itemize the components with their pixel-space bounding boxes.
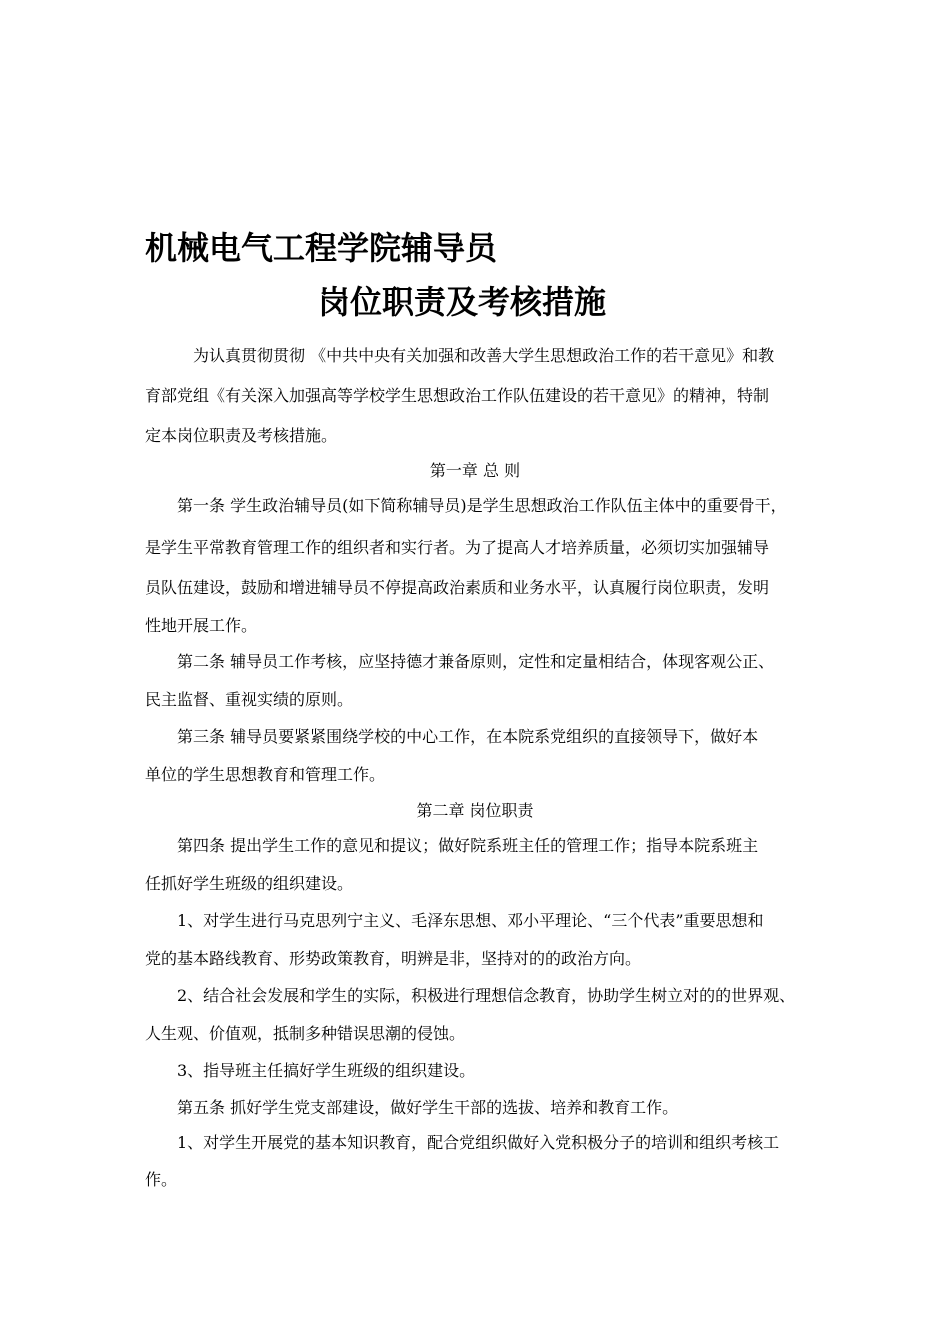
item-5-1-line-2: 作。 xyxy=(145,1170,178,1189)
article-1-line-2: 是学生平常教育管理工作的组织者和实行者。为了提高人才培养质量，必须切实加强辅导 xyxy=(145,538,770,557)
article-1-line-3: 员队伍建设，鼓励和增进辅导员不停提高政治素质和业务水平，认真履行岗位职责，发明 xyxy=(145,578,770,597)
document-title-line-2: 岗位职责及考核措施 xyxy=(318,283,607,321)
intro-line-2: 育部党组《有关深入加强高等学校学生思想政治工作队伍建设的若干意见》的精神，特制 xyxy=(145,386,770,405)
item-4-3: 3、指导班主任搞好学生班级的组织建设。 xyxy=(177,1061,476,1080)
document-title-line-1: 机械电气工程学院辅导员 xyxy=(145,229,498,267)
intro-line-3: 定本岗位职责及考核措施。 xyxy=(145,426,338,445)
item-4-2-line-2: 人生观、价值观，抵制多种错误思潮的侵蚀。 xyxy=(145,1024,466,1043)
article-4-line-2: 任抓好学生班级的组织建设。 xyxy=(145,874,354,893)
article-3-line-2: 单位的学生思想教育和管理工作。 xyxy=(145,765,386,784)
item-5-1-line-1: 1、对学生开展党的基本知识教育，配合党组织做好入党积极分子的培训和组织考核工 xyxy=(177,1133,780,1152)
chapter-heading-2: 第二章 岗位职责 xyxy=(416,801,534,820)
article-4-line-1: 第四条 提出学生工作的意见和提议；做好院系班主任的管理工作；指导本院系班主 xyxy=(177,836,759,855)
intro-line-1: 为认真贯彻贯彻 《中共中央有关加强和改善大学生思想政治工作的若干意见》和教 xyxy=(193,346,775,365)
article-1-line-1: 第一条 学生政治辅导员(如下简称辅导员)是学生思想政治工作队伍主体中的重要骨干， xyxy=(177,496,787,515)
chapter-heading-1: 第一章 总 则 xyxy=(429,461,521,480)
item-4-1-line-1: 1、对学生进行马克思列宁主义、毛泽东思想、邓小平理论、“三个代表”重要思想和 xyxy=(177,911,764,930)
article-5-line-1: 第五条 抓好学生党支部建设，做好学生干部的选拔、培养和教育工作。 xyxy=(177,1098,679,1117)
article-3-line-1: 第三条 辅导员要紧紧围绕学校的中心工作，在本院系党组织的直接领导下，做好本 xyxy=(177,727,759,746)
item-4-1-line-2: 党的基本路线教育、形势政策教育，明辨是非，坚持对的的政治方向。 xyxy=(145,949,642,968)
article-2-line-2: 民主监督、重视实绩的原则。 xyxy=(145,690,354,709)
item-4-2-line-1: 2、结合社会发展和学生的实际，积极进行理想信念教育，协助学生树立对的的世界观、 xyxy=(177,986,796,1005)
article-2-line-1: 第二条 辅导员工作考核，应坚持德才兼备原则，定性和定量相结合，体现客观公正、 xyxy=(177,652,775,671)
article-1-line-4: 性地开展工作。 xyxy=(145,616,258,635)
